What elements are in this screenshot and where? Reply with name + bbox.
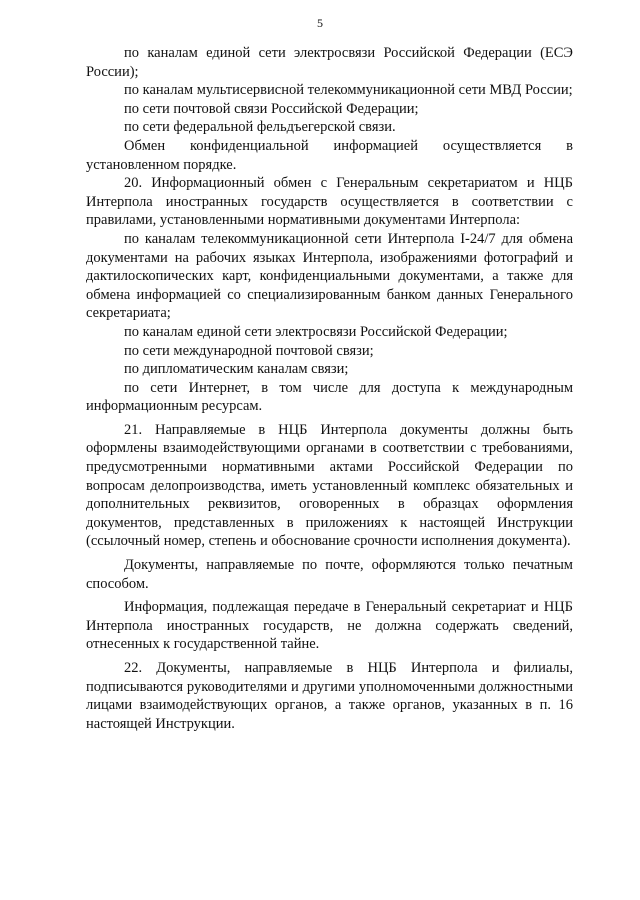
paragraph-1: по каналам единой сети электросвязи Российской Федерации (ЕСЭ России); <box>86 45 573 80</box>
paragraph-14: Информация, подлежащая передаче в Генеральный секретариат и НЦБ Интерпола иностранных государств, не должна содержать сведений, отнесенных к государственной тайне. <box>86 599 573 653</box>
paragraph-9: по сети международной почтовой связи; <box>124 342 374 359</box>
paragraph-6: 20. Информационный обмен с Генеральным секретариатом и НЦБ Интерпола иностранных государств осуществляется в соответствии с правилами, установленными нормативными документами Интерпола: <box>86 175 573 229</box>
paragraph-7: по каналам телекоммуникационной сети Интерпола I-24/7 для обмена документами на рабочих языках Интерпола, изображениями фотографий и дактилоскопических карт, конфиденциальными документами, а также для обмена информацией со специализированным банком данных Генерального секретариата; <box>86 230 573 322</box>
paragraph-3: по сети почтовой связи Российской Федерации; <box>124 100 419 117</box>
paragraph-11: по сети Интернет, в том числе для доступа к международным информационным ресурсам. <box>86 379 573 415</box>
document-body <box>86 44 573 733</box>
page-number: 5 <box>317 16 323 30</box>
paragraph-2: по каналам мультисервисной телекоммуникационной сети МВД России; <box>124 82 573 99</box>
paragraph-10: по дипломатическим каналам связи; <box>124 361 349 378</box>
paragraph-5: Обмен конфиденциальной информацией осуществляется в установленном порядке. <box>86 137 573 173</box>
paragraph-4: по сети федеральной фельдъегерской связи. <box>124 119 396 136</box>
paragraph-15: 22. Документы, направляемые в НЦБ Интерпола и филиалы, подписываются руководителями и другими уполномоченными должностными лицами взаимодействующих органов, а также органов, указанных в п. 16 настоящей Инструкции. <box>86 660 573 732</box>
paragraph-8: по каналам единой сети электросвязи Российской Федерации; <box>124 323 508 340</box>
paragraph-12: 21. Направляемые в НЦБ Интерпола документы должны быть оформлены взаимодействующими органами в соответствии с требованиями, предусмотренными нормативными актами Российской Федерации по вопросам делопроизводства, иметь установленный комплекс обязательных и дополнительных реквизитов, оговоренных в образцах оформления документов, представленных в приложениях к настоящей Инструкции (ссылочный номер, степень и обоснование срочности исполнения документа). <box>86 421 573 550</box>
paragraph-13: Документы, направляемые по почте, оформляются только печатным способом. <box>86 557 573 592</box>
